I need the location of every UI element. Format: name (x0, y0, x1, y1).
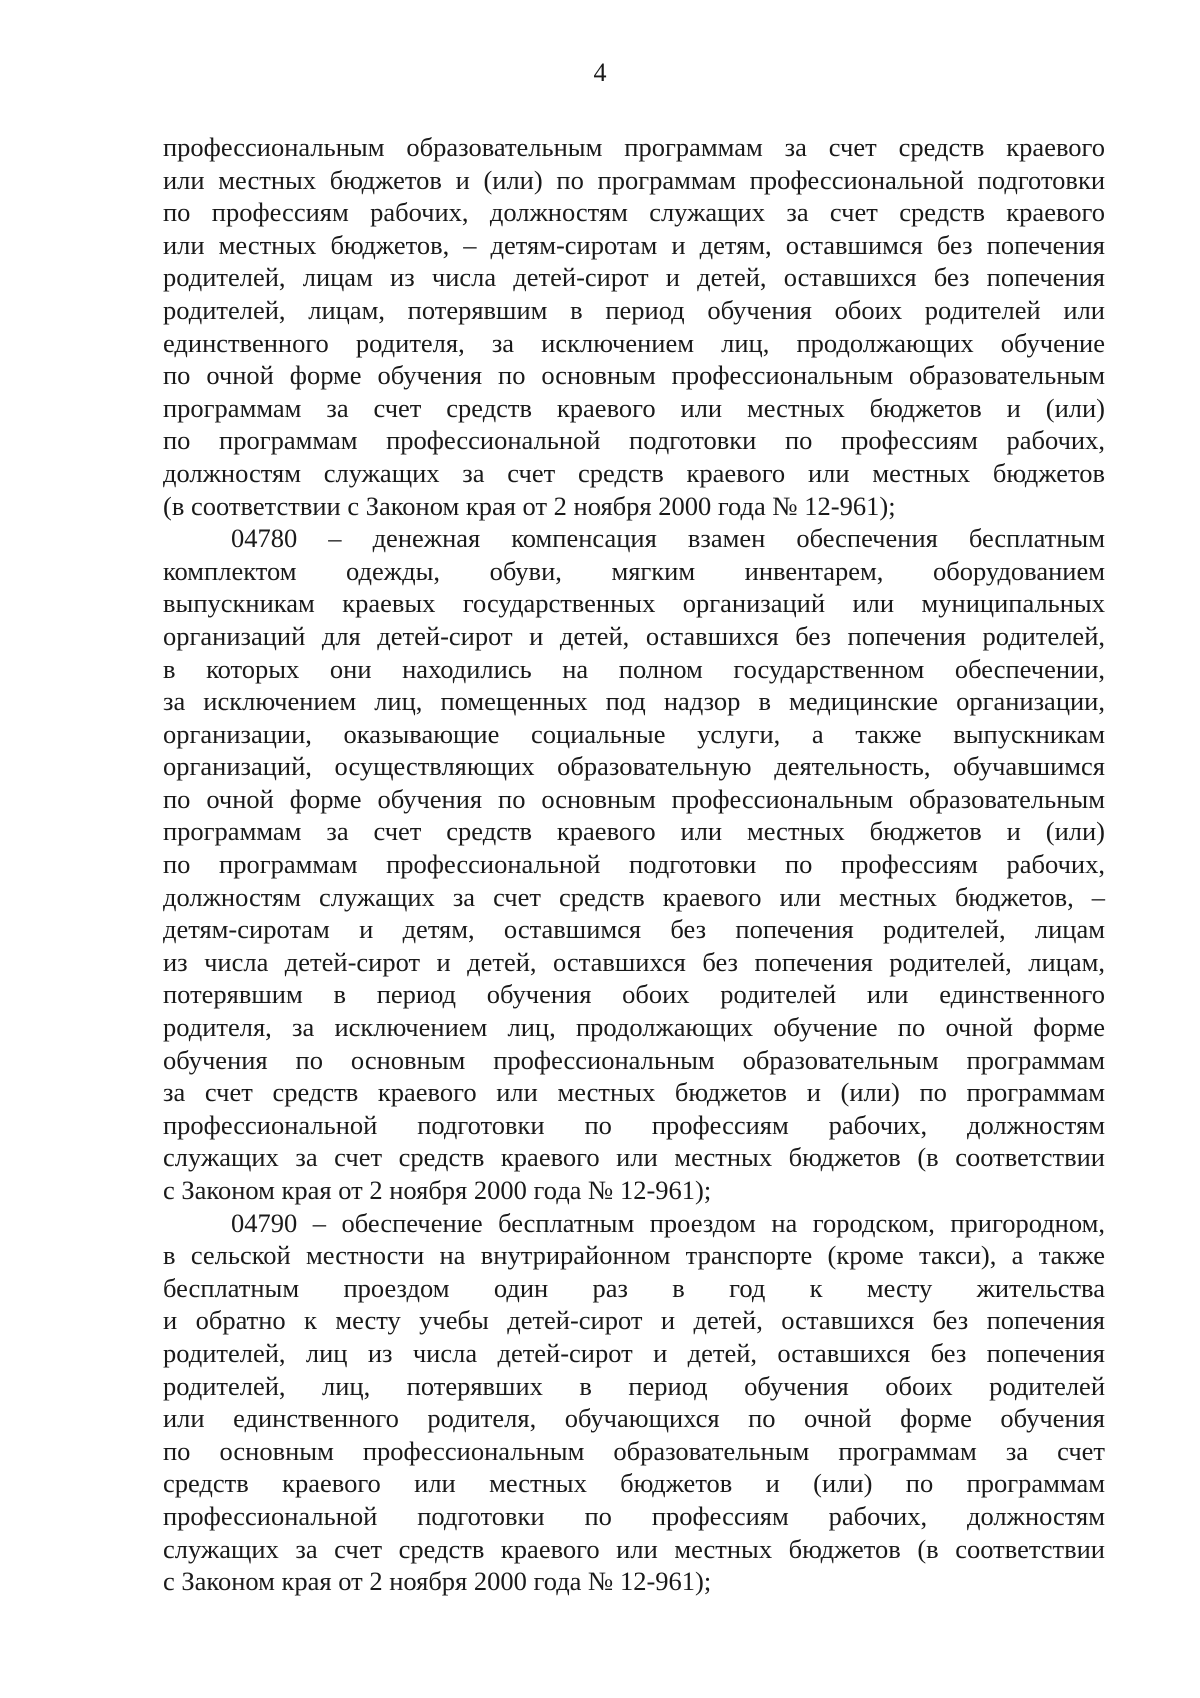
text-line: выпускникам краевых государственных организаций или муниципальных (163, 588, 1105, 619)
text-line: родителей, лицам из числа детей-сирот и детей, оставшихся без попечения (163, 262, 1105, 293)
text-line: по профессиям рабочих, должностям служащих за счет средств краевого (163, 197, 1105, 228)
text-line: программам за счет средств краевого или местных бюджетов и (или) (163, 392, 1105, 423)
text-line: 04790 – обеспечение бесплатным проездом на городском, пригородном, (231, 1207, 1105, 1238)
text-line: организаций, осуществляющих образовательную деятельность, обучавшимся (163, 751, 1105, 782)
text-line: по программам профессиональной подготовки по профессиям рабочих, (163, 425, 1105, 456)
text-line: профессиональной подготовки по профессиям рабочих, должностям (163, 1500, 1105, 1531)
text-line: родителей, лиц, потерявших в период обучения обоих родителей (163, 1370, 1105, 1401)
text-line: в которых они находились на полном государственном обеспечении, (163, 653, 1105, 684)
text-line: программам за счет средств краевого или местных бюджетов и (или) (163, 816, 1105, 847)
text-line: бесплатным проездом один раз в год к месту жительства (163, 1272, 1105, 1303)
text-line: потерявшим в период обучения обоих родителей или единственного (163, 979, 1105, 1010)
text-line: должностям служащих за счет средств краевого или местных бюджетов, – (163, 881, 1105, 912)
text-line: родителей, лиц из числа детей-сирот и детей, оставшихся без попечения (163, 1337, 1105, 1368)
document-body (163, 131, 1105, 1598)
text-line: профессиональной подготовки по профессиям рабочих, должностям (163, 1109, 1105, 1140)
text-line: или единственного родителя, обучающихся по очной форме обучения (163, 1403, 1105, 1434)
text-line: из числа детей-сирот и детей, оставшихся без попечения родителей, лицам, (163, 946, 1105, 977)
text-line: организации, оказывающие социальные услуги, а также выпускникам (163, 718, 1105, 749)
text-line: комплектом одежды, обуви, мягким инвентарем, оборудованием (163, 555, 1105, 586)
text-line: должностям служащих за счет средств краевого или местных бюджетов (163, 457, 1105, 488)
text-line: обучения по основным профессиональным образовательным программам (163, 1044, 1105, 1075)
text-line: с Законом края от 2 ноября 2000 года № 12-961); (163, 1175, 712, 1205)
text-line: служащих за счет средств краевого или местных бюджетов (в соответствии (163, 1142, 1105, 1173)
text-line: и обратно к месту учебы детей-сирот и детей, оставшихся без попечения (163, 1305, 1105, 1336)
text-line: родителей, лицам, потерявшим в период обучения обоих родителей или (163, 294, 1105, 325)
text-line: детям-сиротам и детям, оставшимся без попечения родителей, лицам (163, 914, 1105, 945)
text-line: по очной форме обучения по основным профессиональным образовательным (163, 783, 1105, 814)
text-line: 04780 – денежная компенсация взамен обеспечения бесплатным (231, 523, 1105, 554)
page-number: 4 (593, 58, 607, 87)
text-line: средств краевого или местных бюджетов и (или) по программам (163, 1468, 1105, 1499)
text-line: по основным профессиональным образовательным программам за счет (163, 1435, 1105, 1466)
text-line: служащих за счет средств краевого или местных бюджетов (в соответствии (163, 1533, 1105, 1564)
text-line: родителя, за исключением лиц, продолжающих обучение по очной форме (163, 1012, 1105, 1043)
text-line: по очной форме обучения по основным профессиональным образовательным (163, 360, 1105, 391)
text-line: за исключением лиц, помещенных под надзор в медицинские организации, (163, 686, 1105, 717)
text-line: профессиональным образовательным программам за счет средств краевого (163, 132, 1105, 162)
text-line: или местных бюджетов, – детям-сиротам и детям, оставшимся без попечения (163, 229, 1105, 260)
text-line: за счет средств краевого или местных бюджетов и (или) по программам (163, 1077, 1105, 1108)
text-line: единственного родителя, за исключением лиц, продолжающих обучение (163, 327, 1105, 358)
text-line: организаций для детей-сирот и детей, оставшихся без попечения родителей, (163, 620, 1105, 651)
text-line: по программам профессиональной подготовки по профессиям рабочих, (163, 849, 1105, 880)
text-line: с Законом края от 2 ноября 2000 года № 12-961); (163, 1566, 712, 1597)
text-line: (в соответствии с Законом края от 2 ноября 2000 года № 12-961); (163, 490, 896, 521)
text-line: в сельской местности на внутрирайонном транспорте (кроме такси), а также (163, 1240, 1105, 1271)
text-line: или местных бюджетов и (или) по программам профессиональной подготовки (163, 164, 1105, 195)
